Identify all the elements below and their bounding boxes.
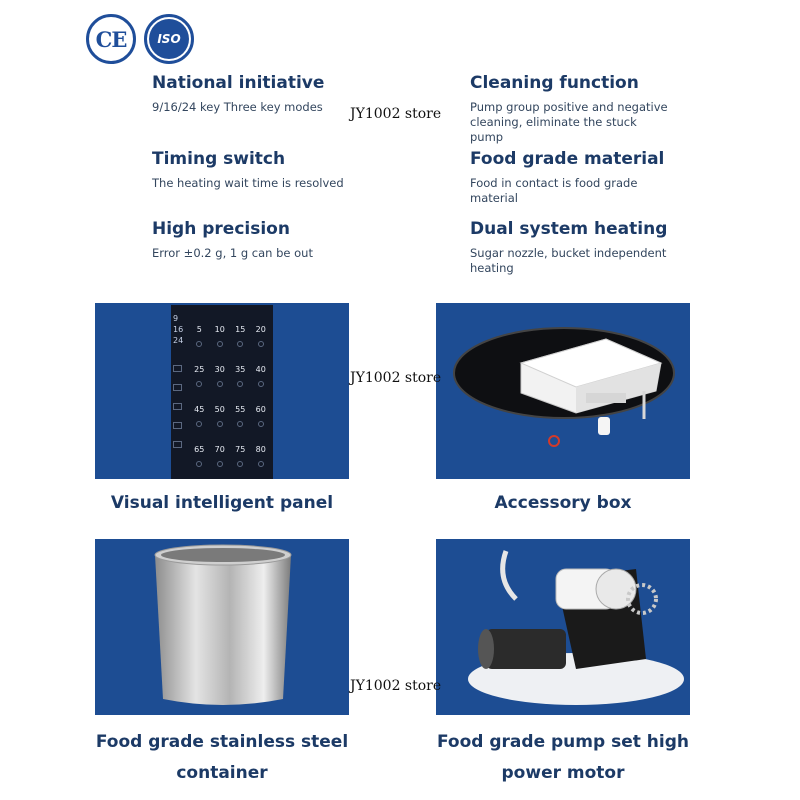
product-caption-line: power motor bbox=[501, 763, 625, 783]
keypad-key-label: 30 bbox=[214, 365, 225, 374]
key-dot-icon bbox=[258, 381, 264, 387]
keypad-key bbox=[251, 325, 272, 365]
feature-title: Dual system heating bbox=[470, 219, 668, 239]
keypad-key-label: 45 bbox=[194, 405, 205, 414]
keypad-key-label: 10 bbox=[214, 325, 225, 334]
keypad-key-label: 25 bbox=[194, 365, 205, 374]
keypad-side-icon bbox=[173, 441, 182, 448]
key-dot-icon bbox=[258, 421, 264, 427]
keypad-key bbox=[230, 325, 251, 365]
key-dot-icon bbox=[258, 341, 264, 347]
feature-food-grade-material bbox=[470, 148, 770, 206]
keypad-mode: 16 bbox=[173, 325, 184, 334]
keypad-image bbox=[171, 305, 273, 479]
feature-cleaning-function bbox=[470, 72, 770, 145]
key-dot-icon bbox=[217, 341, 223, 347]
keypad-key bbox=[189, 365, 210, 405]
feature-title: Timing switch bbox=[152, 149, 286, 169]
store-watermark: JY1002 store bbox=[350, 370, 442, 386]
keypad-key bbox=[251, 365, 272, 405]
keypad-mode: 24 bbox=[173, 336, 184, 345]
keypad-key-label: 20 bbox=[255, 325, 266, 334]
keypad-key bbox=[189, 325, 210, 365]
keypad-key bbox=[210, 365, 231, 405]
ce-mark-text: CE bbox=[95, 26, 127, 52]
key-dot-icon bbox=[217, 381, 223, 387]
key-dot-icon bbox=[258, 461, 264, 467]
keypad-side-icons bbox=[173, 365, 185, 460]
keypad-row bbox=[189, 365, 271, 405]
key-dot-icon bbox=[196, 381, 202, 387]
product-caption-line: Food grade pump set high bbox=[437, 732, 689, 752]
keypad-modes bbox=[173, 313, 187, 346]
iso-logo bbox=[144, 14, 194, 64]
keypad-side-icon bbox=[173, 403, 182, 410]
keypad-key bbox=[230, 445, 251, 479]
keypad-key bbox=[251, 405, 272, 445]
product-caption: Accessory box bbox=[494, 493, 632, 513]
feature-description: Sugar nozzle, bucket independent heating bbox=[470, 246, 667, 275]
key-dot-icon bbox=[217, 421, 223, 427]
feature-timing-switch bbox=[152, 148, 452, 191]
key-dot-icon bbox=[217, 461, 223, 467]
key-dot-icon bbox=[237, 381, 243, 387]
key-dot-icon bbox=[237, 461, 243, 467]
keypad-key-label: 65 bbox=[194, 445, 205, 454]
key-dot-icon bbox=[237, 341, 243, 347]
product-caption-line: container bbox=[176, 763, 268, 783]
keypad-key bbox=[210, 325, 231, 365]
pump-motor-image bbox=[436, 539, 690, 715]
keypad-row bbox=[189, 325, 271, 365]
keypad-key-label: 80 bbox=[255, 445, 266, 454]
store-watermark: JY1002 store bbox=[350, 106, 442, 122]
keypad-key bbox=[210, 405, 231, 445]
feature-description: Pump group positive and negative cleaning, eliminate the stuck pump bbox=[470, 100, 668, 144]
feature-title: High precision bbox=[152, 219, 290, 239]
keypad-key bbox=[230, 365, 251, 405]
keypad-key-label: 70 bbox=[214, 445, 225, 454]
keypad-key-label: 35 bbox=[235, 365, 246, 374]
feature-description: 9/16/24 key Three key modes bbox=[152, 100, 323, 114]
product-caption-line: Food grade stainless steel bbox=[95, 732, 349, 752]
feature-description: Error ±0.2 g, 1 g can be out bbox=[152, 246, 313, 260]
keypad-key bbox=[251, 445, 272, 479]
iso-logo-inner bbox=[149, 19, 189, 59]
product-panel-keypad bbox=[95, 303, 349, 479]
keypad-side-icon bbox=[173, 365, 182, 372]
keypad-side-icon bbox=[173, 384, 182, 391]
keypad-row bbox=[189, 405, 271, 445]
keypad-key-label: 5 bbox=[196, 325, 202, 334]
ce-mark-logo bbox=[86, 14, 136, 64]
keypad-grid bbox=[189, 325, 271, 479]
keypad-key-label: 55 bbox=[235, 405, 246, 414]
product-panel-accessory-box bbox=[436, 303, 690, 479]
keypad-key-label: 75 bbox=[235, 445, 246, 454]
feature-high-precision bbox=[152, 218, 452, 261]
product-caption bbox=[436, 727, 690, 789]
keypad-key bbox=[189, 445, 210, 479]
keypad-key bbox=[210, 445, 231, 479]
keypad-key bbox=[189, 405, 210, 445]
feature-dual-system-heating bbox=[470, 218, 770, 276]
keypad-key-label: 50 bbox=[214, 405, 225, 414]
key-dot-icon bbox=[196, 341, 202, 347]
feature-description: The heating wait time is resolved bbox=[152, 176, 344, 190]
iso-logo-text: ISO bbox=[157, 32, 181, 46]
key-dot-icon bbox=[196, 461, 202, 467]
product-caption bbox=[95, 727, 349, 789]
feature-title: Food grade material bbox=[470, 149, 665, 169]
product-caption: Visual intelligent panel bbox=[110, 493, 334, 513]
key-dot-icon bbox=[237, 421, 243, 427]
keypad-key-label: 60 bbox=[255, 405, 266, 414]
store-watermark: JY1002 store bbox=[350, 678, 442, 694]
product-panel-pump-motor bbox=[436, 539, 690, 715]
product-panel-steel-container bbox=[95, 539, 349, 715]
keypad-mode: 9 bbox=[173, 314, 179, 323]
keypad-key bbox=[230, 405, 251, 445]
feature-description: Food in contact is food grade material bbox=[470, 176, 638, 205]
steel-container-image bbox=[95, 539, 349, 715]
keypad-key-label: 40 bbox=[255, 365, 266, 374]
keypad-key-label: 15 bbox=[235, 325, 246, 334]
accessory-box-image bbox=[436, 303, 690, 479]
key-dot-icon bbox=[196, 421, 202, 427]
keypad-row bbox=[189, 445, 271, 479]
feature-title: National initiative bbox=[152, 73, 325, 93]
feature-title: Cleaning function bbox=[470, 73, 639, 93]
keypad-side-icon bbox=[173, 422, 182, 429]
